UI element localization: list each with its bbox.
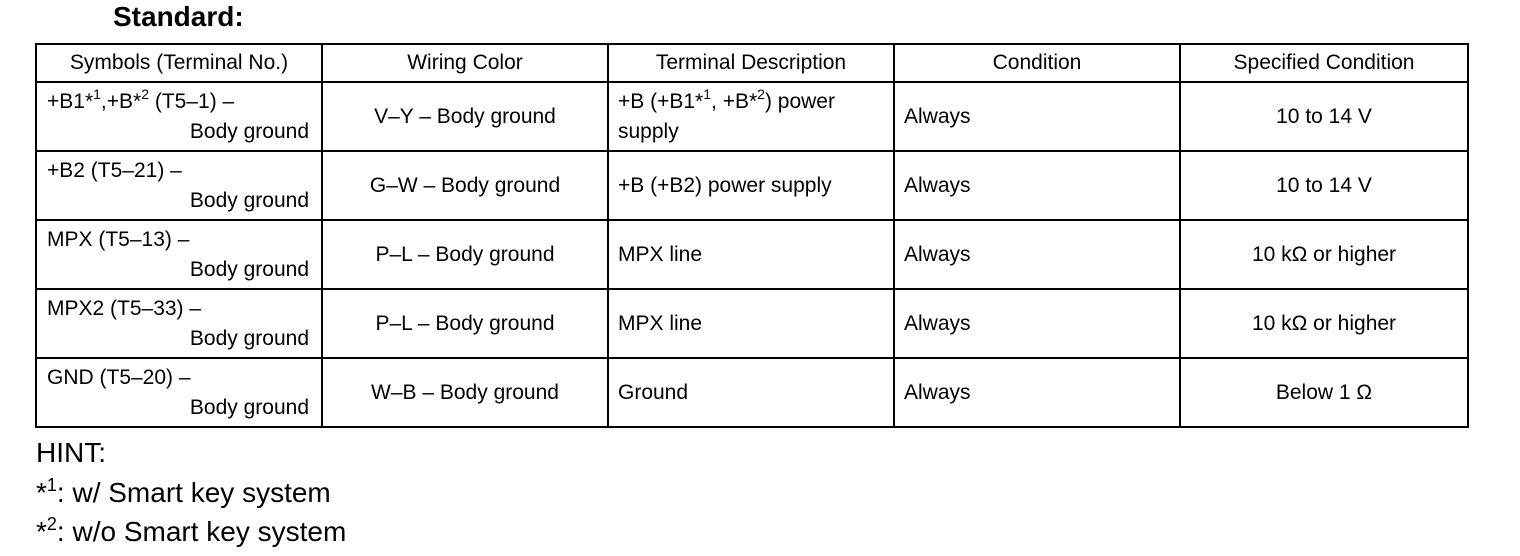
table-row [36,289,1468,358]
column-header-specified-condition: Specified Condition [1180,44,1468,82]
condition-cell: Always [894,220,1180,289]
terminal-description-cell: +B (+B1*$^1$, +B*$^2$) power supply [608,82,894,151]
condition-cell: Always [894,358,1180,427]
table-row [36,220,1468,289]
wiring-color-cell: P–L – Body ground [322,289,608,358]
condition-cell: Always [894,151,1180,220]
table-row [36,358,1468,427]
table-row [36,151,1468,220]
specification-table [35,43,1469,428]
wiring-color-cell: P–L – Body ground [322,220,608,289]
terminal-description-cell: MPX line [608,289,894,358]
symbol-line1: MPX (T5–13) – [47,227,190,251]
symbol-line2: Body ground [189,119,309,143]
symbol-line1: MPX2 (T5–33) – [47,296,202,320]
symbol-cell [36,220,322,289]
symbol-line1: +B1*$^1$,+B*$^2$ (T5–1) – [47,85,235,113]
condition-cell: Always [894,82,1180,151]
specified-condition-cell: 10 kΩ or higher [1180,220,1468,289]
wiring-color-cell: W–B – Body ground [322,358,608,427]
table-header-row [36,44,1468,82]
column-header-symbols: Symbols (Terminal No.) [36,44,322,82]
symbol-cell [36,82,322,151]
specified-condition-cell: 10 to 14 V [1180,82,1468,151]
column-header-condition: Condition [894,44,1180,82]
column-header-wiring-color: Wiring Color [322,44,608,82]
symbol-line2: Body ground [189,257,309,281]
table-row [36,82,1468,151]
symbol-cell [36,151,322,220]
hint-note-2: *$^2$: w/o Smart key system [36,513,347,547]
page-heading: Standard: [113,1,244,32]
wiring-color-cell: V–Y – Body ground [322,82,608,151]
hint-title: HINT: [36,437,106,468]
symbol-cell [36,358,322,427]
column-header-terminal-description: Terminal Description [608,44,894,82]
specified-condition-cell: 10 to 14 V [1180,151,1468,220]
symbol-line1: +B2 (T5–21) – [47,158,182,182]
terminal-description-cell: Ground [608,358,894,427]
specified-condition-cell: 10 kΩ or higher [1180,289,1468,358]
symbol-line2: Body ground [189,395,309,419]
terminal-description-cell: +B (+B2) power supply [608,151,894,220]
wiring-color-cell: G–W – Body ground [322,151,608,220]
hint-note-1: *$^1$: w/ Smart key system [36,474,331,508]
symbol-line2: Body ground [189,188,309,212]
symbol-line1: GND (T5–20) – [47,365,191,389]
terminal-description-cell: MPX line [608,220,894,289]
condition-cell: Always [894,289,1180,358]
symbol-line2: Body ground [189,326,309,350]
specified-condition-cell: Below 1 Ω [1180,358,1468,427]
symbol-cell [36,289,322,358]
